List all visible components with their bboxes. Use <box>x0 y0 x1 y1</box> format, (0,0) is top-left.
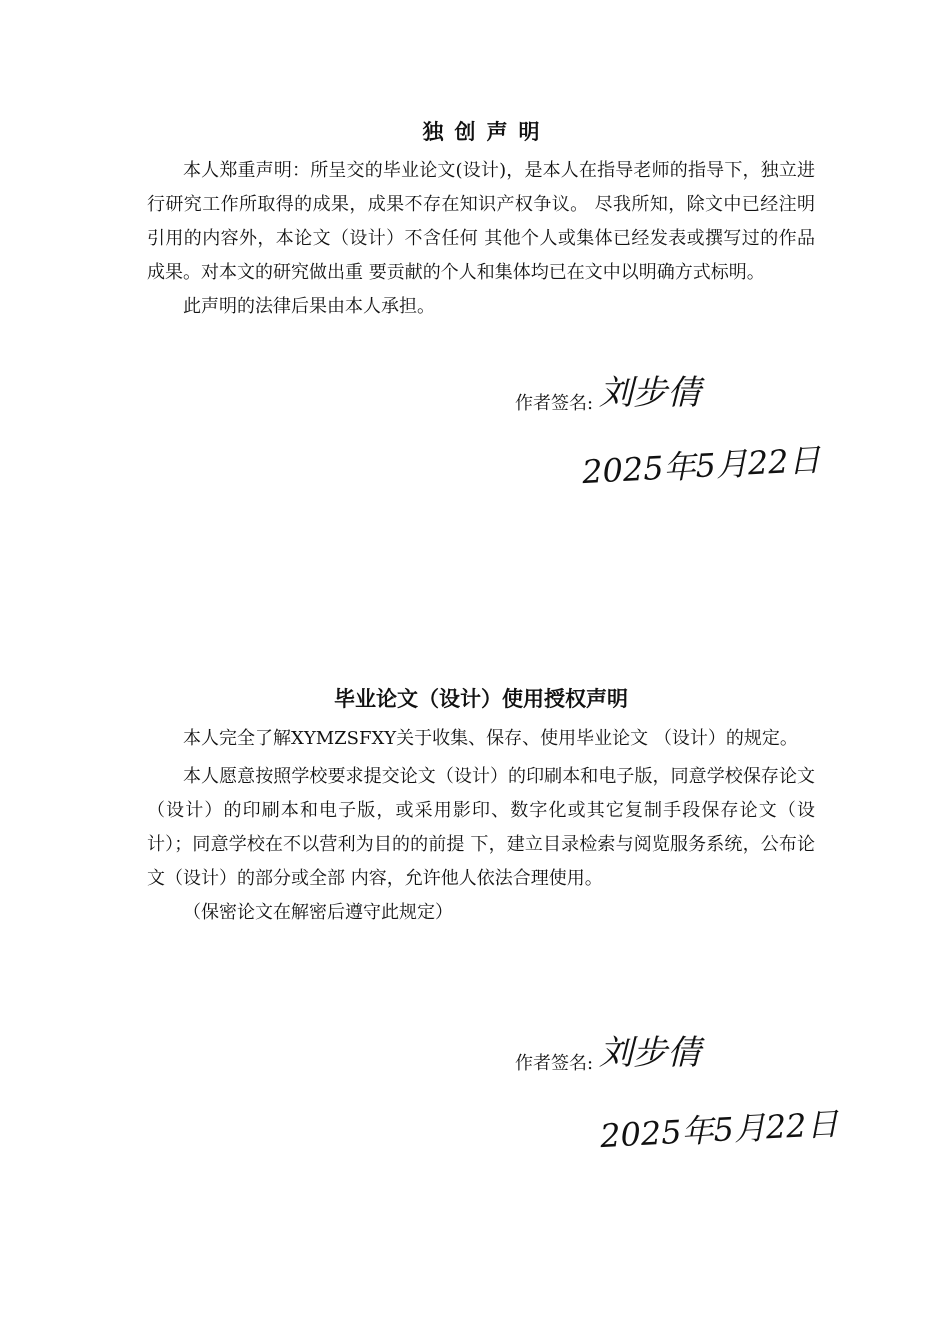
signature-label: 作者签名: <box>515 1053 594 1074</box>
handwritten-date-1 <box>580 436 822 496</box>
authorization-understanding-paragraph: 本人完全了解XYMZSFXY关于收集、保存、使用毕业论文 （设计）的规定。 <box>183 728 798 749</box>
confidential-note: （保密论文在解密后遵守此规定） <box>183 902 453 923</box>
originality-declaration-title: 独创声明 <box>422 120 551 144</box>
signature-row-1 <box>515 368 703 416</box>
originality-declaration-section <box>147 116 815 146</box>
signature-name-text: 刘步倩 <box>599 373 702 413</box>
handwritten-date-2 <box>598 1100 840 1160</box>
handwritten-signature <box>593 1028 703 1076</box>
authorization-consent-paragraph: 本人愿意按照学校要求提交论文（设计）的印刷本和电子版，同意学校保存论文（设计）的印刷本和电子版，或采用影印、数字化或其它复制手段保存论文（设计）；同意学校在不以营利为目的的前提 下，建立目录检索与阅览服务系统，公布论文（设计）的部分或全部 内容，允许他人依法合理使用。 <box>147 766 815 889</box>
originality-declaration-body <box>147 154 815 324</box>
authorization-declaration-body <box>147 722 815 930</box>
authorization-declaration-title: 毕业论文（设计）使用授权声明 <box>334 687 628 711</box>
signature-name-text: 刘步倩 <box>599 1033 702 1073</box>
handwritten-signature <box>593 368 703 416</box>
authorization-declaration-section <box>147 683 815 713</box>
legal-consequence-paragraph: 此声明的法律后果由本人承担。 <box>183 296 435 317</box>
signature-row-2 <box>515 1028 703 1076</box>
signature-label: 作者签名: <box>515 393 594 414</box>
signature-date-text: 2025年5月22日 <box>581 440 822 492</box>
signature-date-text: 2025年5月22日 <box>599 1104 840 1156</box>
originality-declaration-paragraph: 本人郑重声明：所呈交的毕业论文(设计)，是本人在指导老师的指导下，独立进行研究工作所取得的成果，成果不存在知识产权争议。 尽我所知，除文中已经注明引用的内容外，本论文（设计）不含任何 其他个人或集体已经发表或撰写过的作品成果。对本文的研究做出重 要贡献的个人和集体均已在文中以明确方式标明。 <box>147 160 815 283</box>
